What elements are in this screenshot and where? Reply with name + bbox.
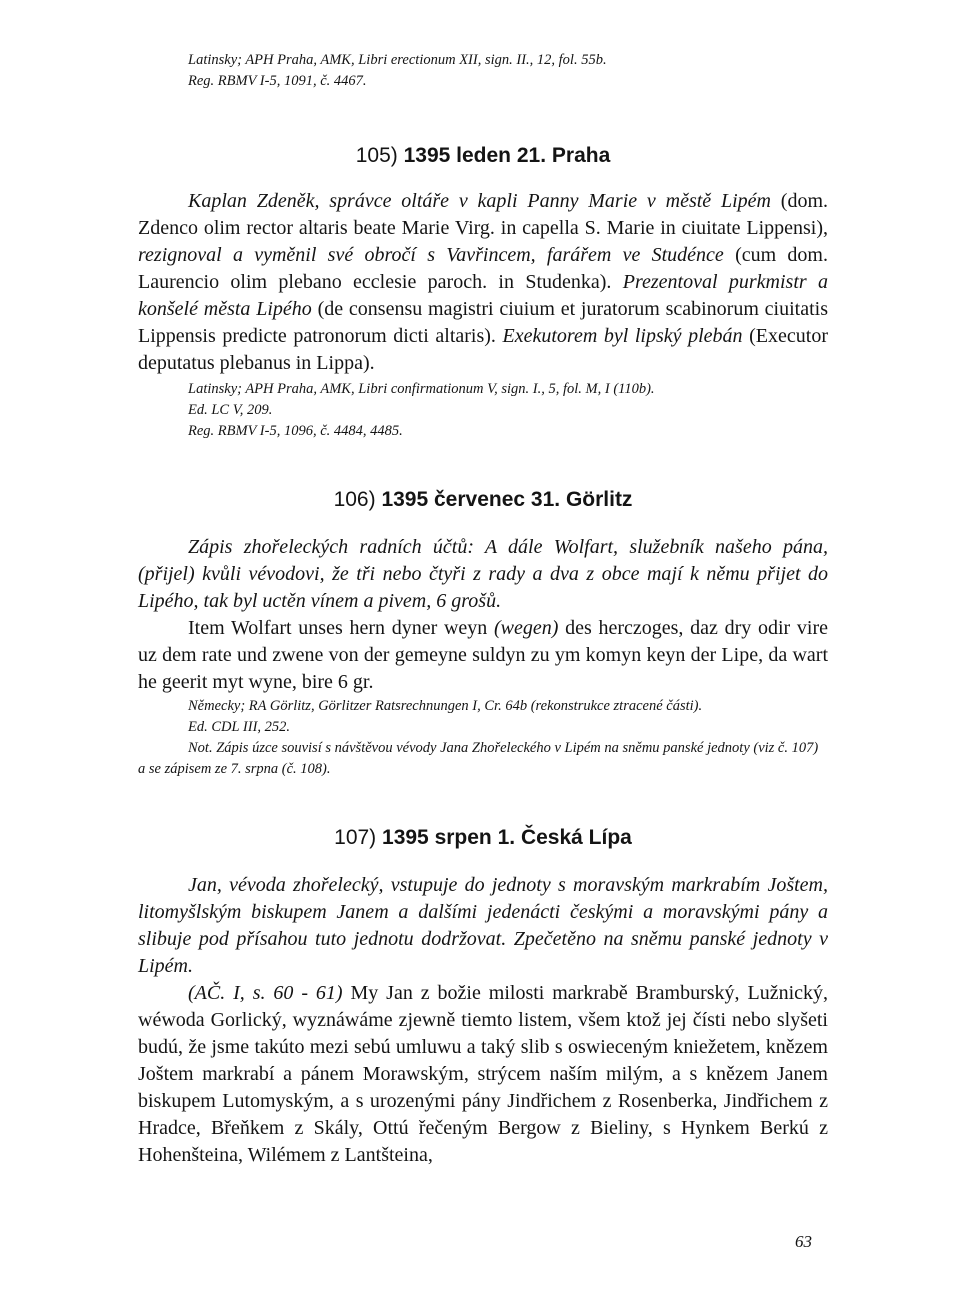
body-text: My Jan z božie milosti markrabě Bramburský, Lužnický, wéwoda Gorlický, wyznáwáme zjewně tiemto listem, všem ktož jej čísti nebo slyšeti budú, že jsme takúto mezi sebú umluwu a taký slib s oswieceným kniežetem, knězem Joštem markrabí a pánem Morawským, strýcem naším milým, a s knězem Janem biskupem Lutomyským, a s urozenými pány Jindřichem z Rosenberka, Jindřichem z Hradce, Břeňkem z Skály, Ottú řečeným Bergow z Bieliny, s Hynkem Berkú z Hohenšteina, Wilémem z Lantšteina, (138, 982, 828, 1166)
body-segment: (cum dom. Laurencio olim plebano ecclesie paroch. in Studenka). (138, 244, 828, 293)
body-segment: Prezentoval purkmistr a konšelé města Lipého (138, 271, 828, 320)
source-note: Německy; RA Görlitz, Görlitzer Ratsrechnungen I, Cr. 64b (rekonstrukce ztracené části). (188, 698, 703, 714)
entry-date: 1395 červenec 31. (381, 488, 561, 511)
source-reference: (AČ. I, s. 60 - 61) (188, 982, 343, 1004)
edition-note: Ed. CDL III, 252. (188, 719, 291, 735)
entry-body (138, 188, 828, 377)
body-segment: (Executor deputatus plebanus in Lippa). (138, 325, 828, 374)
body-segment: Item Wolfart unses hern dyner weyn (188, 617, 494, 639)
entry-heading (138, 144, 828, 168)
entry-body (138, 615, 828, 696)
entry-number: 105) (355, 144, 398, 167)
entry-date: 1395 srpen 1. (382, 826, 516, 849)
source-note: Latinsky; APH Praha, AMK, Libri confirmationum V, sign. I., 5, fol. M, I (110b). (188, 381, 655, 397)
summary-text: Jan, vévoda zhořelecký, vstupuje do jednoty s moravským markrabím Joštem, litomyšlským biskupem Janem a dalšími jedenácti českými a moravskými pány a slibuje pod přísahou tuto jednotu dodržovat. Zpečetěno na sněmu panské jednoty v Lipém. (138, 874, 828, 977)
entry-date: 1395 leden 21. (403, 144, 547, 167)
entry-place: Praha (551, 144, 611, 167)
entry-notes (138, 379, 828, 442)
body-segment: (wegen) (493, 617, 559, 639)
document-page (138, 50, 828, 1169)
entry-notes (138, 696, 828, 738)
entry-heading (138, 826, 828, 850)
entry-place: Görlitz (565, 488, 633, 511)
body-segment: Kaplan Zdeněk, správce oltáře v kapli Panny Marie v městě Lipém (188, 190, 771, 212)
body-segment: rezignoval a vyměnil své obročí s Vavřincem, farářem ve Studénce (138, 244, 724, 266)
edition-note: Ed. LC V, 209. (188, 402, 273, 418)
entry-heading (138, 488, 828, 512)
entry-number: 106) (333, 488, 376, 511)
header-note (138, 50, 828, 92)
body-segment: des herczoges, daz dry odir vire uz dem rate und zwene von der gemeyne suldyn zu ym komyn keyn der Lipe, da wart he geerit myt wyne, bire 6 gr. (138, 617, 829, 693)
body-segment: (dom. Zdenco olim rector altaris beate Marie Virg. in capella S. Marie in ciuitate Lippensi), (138, 190, 829, 239)
entry-body (138, 980, 828, 1169)
entry-summary (138, 872, 828, 980)
header-note-line: Reg. RBMV I-5, 1091, č. 4467. (188, 73, 367, 89)
commentary-note (138, 738, 828, 780)
entry-summary (138, 534, 828, 615)
page-number: 63 (795, 1232, 812, 1251)
header-note-line: Latinsky; APH Praha, AMK, Libri erectionum XII, sign. II., 12, fol. 55b. (188, 52, 607, 68)
summary-text: Zápis zhořeleckých radních účtů: A dále Wolfart, služebník našeho pána, (přijel) kvůli vévodovi, že tři nebo čtyři z rady a dva z obce mají k němu přijet do Lipého, tak byl uctěn vínem a pivem, 6 grošů. (138, 536, 828, 612)
body-segment: Exekutorem byl lipský plebán (502, 325, 743, 347)
note-text: Zápis úzce souvisí s návštěvou vévody Jana Zhořeleckého v Lipém na sněmu panské jednoty (viz č. 107) a se zápisem ze 7. srpna (č. 108). (138, 740, 819, 777)
entry-place: Česká Lípa (520, 826, 632, 849)
entry-number: 107) (334, 826, 377, 849)
body-segment: (de consensu magistri ciuium et juratorum scabinorum ciuitatis Lippensis predicte patronorum dicti altaris). (138, 298, 829, 347)
regest-note: Reg. RBMV I-5, 1096, č. 4484, 4485. (188, 423, 403, 439)
note-label: Not. (188, 740, 213, 756)
